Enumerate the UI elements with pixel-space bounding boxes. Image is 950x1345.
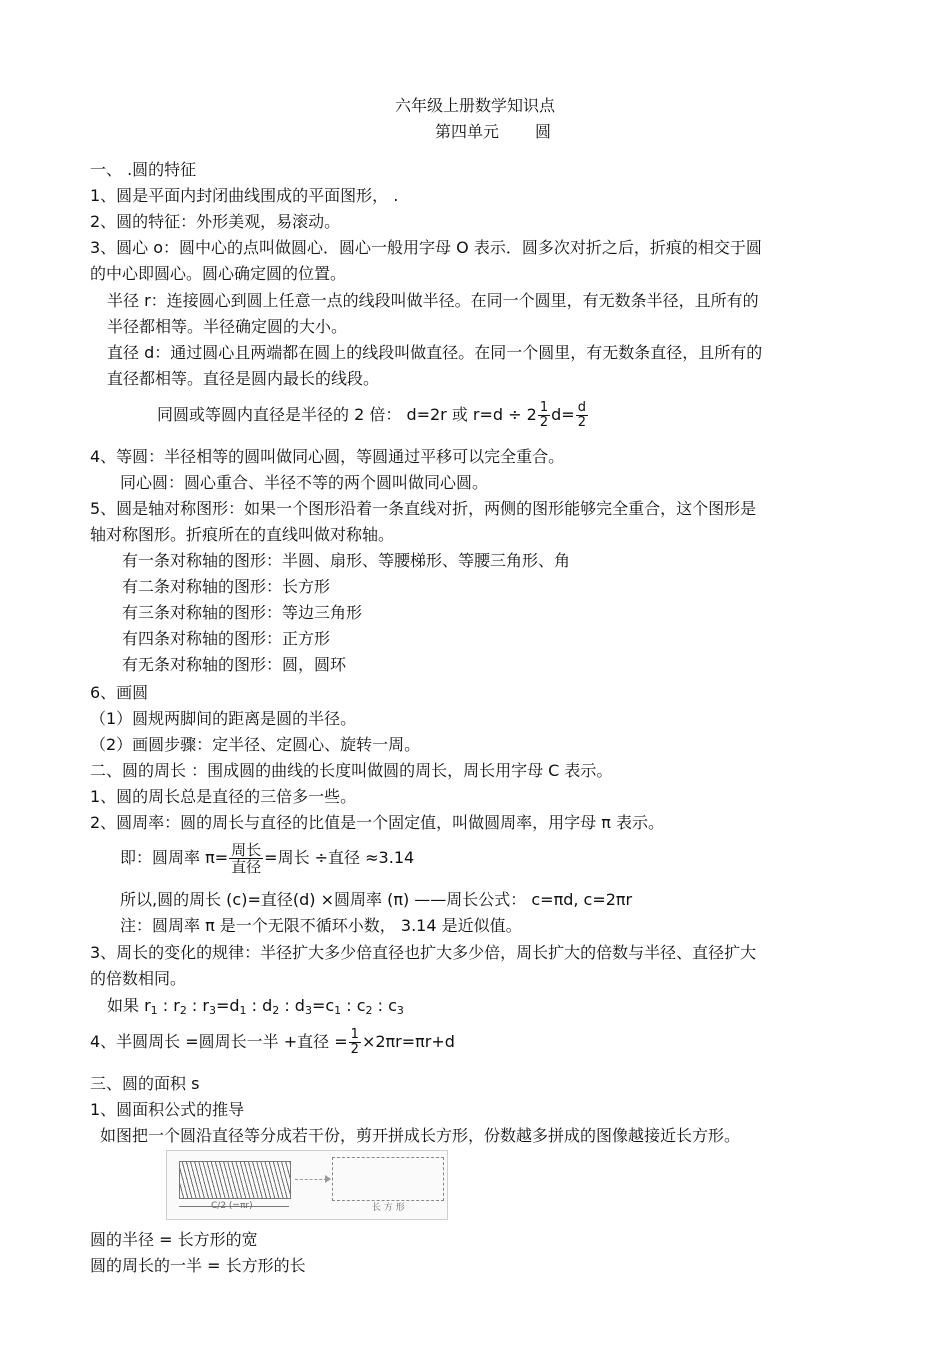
cut-circle-strip xyxy=(179,1161,291,1199)
pi-formula: 即：圆周率 π= $\frac{\text{周长}}{\text{直径}}$ =周长 ÷直径 ≈3.14 xyxy=(120,841,415,876)
equivalence-1: 圆的半径 = 长方形的宽 xyxy=(90,1230,258,1249)
area-line-1b: 如图把一个圆沿直径等分成若干份，剪开拼成长方形，份数越多拼成的图像越接近长方形。 xyxy=(100,1126,741,1145)
fraction-half-2: $\frac{1}{2}$ xyxy=(350,1027,359,1057)
doc-title: 六年级上册数学知识点 xyxy=(394,96,555,115)
perimeter-line-3b: 的倍数相同。 xyxy=(90,969,187,988)
radius-line-2: 半径都相等。半径确定圆的大小。 xyxy=(107,317,348,336)
perimeter-line-3a: 3、周长的变化的规律：半径扩大多少倍直径也扩大多少倍，周长扩大的倍数与半径、直径扩大 xyxy=(90,943,757,962)
line-5a: 5、圆是轴对称图形：如果一个图形沿着一条直线对折，两侧的图形能够完全重合，这个图形是 xyxy=(90,499,757,518)
semicircle-formula: 4、半圆周长 =圆周长一半 +直径 = $\frac{1}{2}$ ×2πr=πr+d xyxy=(90,1027,455,1057)
diameter-line-1: 直径 d：通过圆心且两端都在圆上的线段叫做直径。在同一个圆里，有无数条直径，且所有的 xyxy=(107,343,763,362)
pi-note: 注：圆周率 π 是一个无限不循环小数， 3.14 是近似值。 xyxy=(120,916,522,935)
section-3-heading: 三、圆的面积 s xyxy=(90,1074,200,1093)
axis-item-2: 有二条对称轴的图形：长方形 xyxy=(122,577,331,596)
figure-right-label: 长 方 形 xyxy=(372,1203,405,1213)
diameter-line-2: 直径都相等。直径是圆内最长的线段。 xyxy=(107,369,380,388)
line-6a: （1）圆规两脚间的距离是圆的半径。 xyxy=(90,709,357,728)
circumference-formula: 所以,圆的周长 (c)=直径(d) ×圆周率 (π) ——周长公式： c=πd, c=2πr xyxy=(120,890,633,909)
line-1: 1、圆是平面内封闭曲线围成的平面图形， . xyxy=(90,186,399,205)
line-2: 2、圆的特征：外形美观，易滚动。 xyxy=(90,212,341,231)
line-3b: 的中心即圆心。圆心确定圆的位置。 xyxy=(90,264,347,283)
axis-item-3: 有三条对称轴的图形：等边三角形 xyxy=(122,603,363,622)
area-line-1: 1、圆面积公式的推导 xyxy=(90,1100,245,1119)
line-4b: 同心圆：圆心重合、半径不等的两个圆叫做同心圆。 xyxy=(120,473,489,492)
figure-left-label: C/2 (=πr) xyxy=(211,1201,253,1211)
line-4: 4、等圆：半径相等的圆叫做同心圆，等圆通过平移可以完全重合。 xyxy=(90,447,565,466)
ratio-line: 如果 $r_1$ : $r_2$ : $r_3=d_1$ : $d_2$ : $d_3=c_1$ : $c_2$ : $c_3$ xyxy=(107,996,404,1017)
equivalence-2: 圆的周长的一半 = 长方形的长 xyxy=(90,1256,306,1275)
axis-item-1: 有一条对称轴的图形：半圆、扇形、等腰梯形、等腰三角形、角 xyxy=(122,551,571,570)
rectangle-outline xyxy=(332,1157,444,1201)
line-6b: （2）画圆步骤：定半径、定圆心、旋转一周。 xyxy=(90,735,421,754)
fraction-circumference-over-diameter: $\frac{\text{周长}}{\text{直径}}$ xyxy=(231,841,262,876)
axis-item-5: 有无条对称轴的图形：圆，圆环 xyxy=(122,655,347,674)
diameter-formula: 同圆或等圆内直径是半径的 2 倍： d=2r 或 r=d ÷ 2 $\frac{1}{2}$ d= $\frac{d}{2}$ xyxy=(157,400,586,430)
section-2-heading: 二、圆的周长 ：围成圆的曲线的长度叫做圆的周长，周长用字母 C 表示。 xyxy=(90,761,613,780)
arrow-icon xyxy=(295,1179,327,1180)
line-6: 6、画圆 xyxy=(90,683,149,702)
perimeter-line-2: 2、圆周率：圆的周长与直径的比值是一个固定值，叫做圆周率，用字母 π 表示。 xyxy=(90,813,664,832)
section-1-heading: 一、 .圆的特征 xyxy=(90,160,197,179)
fraction-half: $\frac{1}{2}$ xyxy=(539,400,549,430)
radius-line-1: 半径 r：连接圆心到圆上任意一点的线段叫做半径。在同一个圆里，有无数条半径，且所有的 xyxy=(107,291,759,310)
unit-label: 第四单元 圆 xyxy=(435,122,552,141)
line-3a: 3、圆心 o：圆中心的点叫做圆心．圆心一般用字母 O 表示．圆多次对折之后，折痕的相交于圆 xyxy=(90,238,762,257)
axis-item-4: 有四条对称轴的图形：正方形 xyxy=(122,629,331,648)
area-derivation-figure xyxy=(166,1150,448,1220)
line-5b: 轴对称图形。折痕所在的直线叫做对称轴。 xyxy=(90,525,395,544)
perimeter-line-1: 1、圆的周长总是直径的三倍多一些。 xyxy=(90,787,357,806)
fraction-d-over-2: $\frac{d}{2}$ xyxy=(577,400,586,430)
